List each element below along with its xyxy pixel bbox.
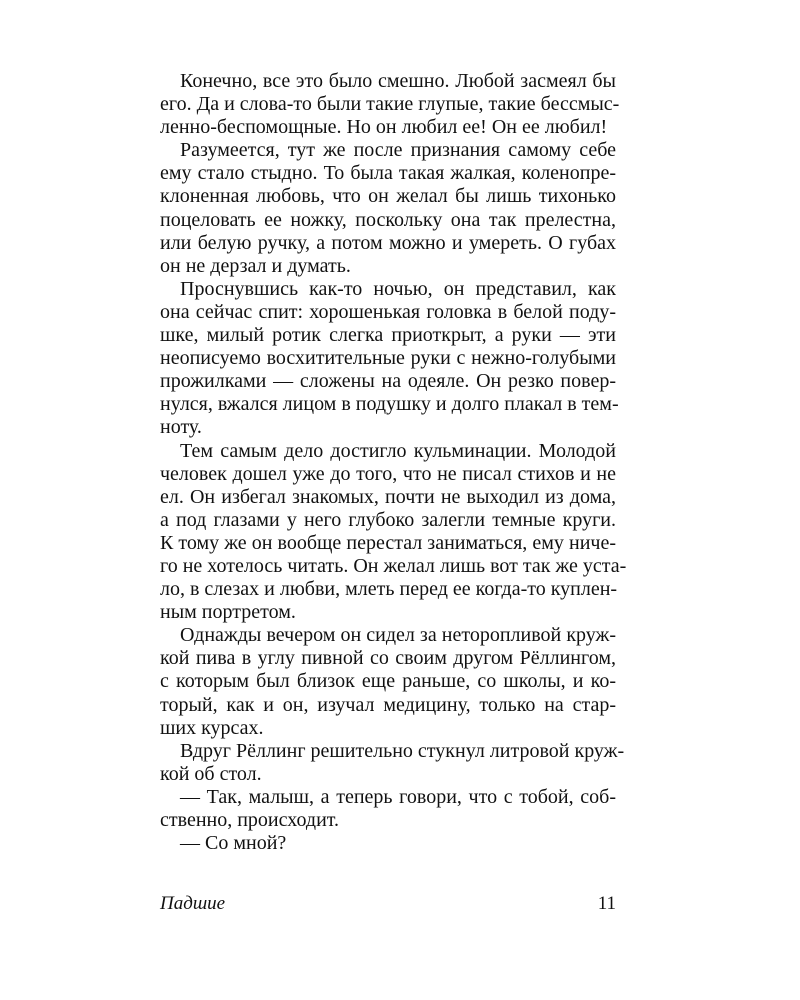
text-line: его. Да и слова-то были такие глупые, такие бессмыс- [160, 93, 620, 116]
text-line: кой пива в углу пивной со своим другом Рёллингом, [160, 647, 616, 670]
text-line: го не хотелось читать. Он желал лишь вот так же уста- [160, 554, 627, 577]
text-line: Тем самым дело достигло кульминации. Молодой [180, 439, 616, 462]
text-line: — Так, малыш, а теперь говори, что с тобой, соб- [180, 785, 616, 808]
text-line: неописуемо восхитительные руки с нежно-голубыми [160, 347, 616, 370]
text-line: ственно, происходит. [160, 809, 340, 831]
text-line: ших курсах. [160, 716, 264, 739]
text-line: или белую ручку, а потом можно и умереть. О губах [160, 231, 616, 254]
running-title: Падшие [160, 893, 226, 914]
text-line: прожилками — сложены на одеяле. Он резко повер- [160, 370, 616, 393]
text-line: нулся, вжался лицом в подушку и долго плакал в тем- [160, 393, 619, 416]
text-line: ноту. [160, 416, 202, 439]
text-line: шке, милый ротик слегка приоткрыт, а руки — эти [160, 324, 616, 347]
text-line: ло, в слезах и любви, млеть перед ее когда-то куплен- [160, 578, 618, 601]
body-text [160, 70, 627, 855]
text-line: ным портретом. [160, 601, 296, 624]
text-line: Проснувшись как-то ночью, он представил, как [180, 277, 616, 300]
text-line: кой об стол. [160, 762, 262, 785]
text-line: клоненная любовь, что он желал бы лишь тихонько [160, 185, 616, 208]
text-line: Разумеется, тут же после признания самому себе [180, 139, 616, 162]
text-line: ему стало стыдно. То была такая жалкая, коленопре- [160, 162, 616, 185]
text-line: ленно-беспомощные. Но он любил ее! Он ее любил! [160, 116, 608, 139]
text-line: Однажды вечером он сидел за неторопливой круж- [180, 624, 616, 647]
text-line: а под глазами у него глубоко залегли темные круги. [160, 508, 616, 531]
text-line: он не дерзал и думать. [160, 254, 351, 277]
text-line: она сейчас спит: хорошенькая головка в белой поду- [160, 300, 616, 323]
text-line: с которым был близок еще раньше, со школы, и ко- [160, 670, 616, 693]
text-line: Конечно, все это было смешно. Любой засмеял бы [180, 70, 616, 92]
text-line: К тому же он вообще перестал заниматься, ему ниче- [160, 531, 616, 554]
text-line: Вдруг Рёллинг решительно стукнул литровой круж- [180, 739, 625, 762]
text-line: — Со мной? [180, 832, 287, 855]
text-line: человек дошел уже до того, что не писал стихов и не [160, 462, 616, 485]
text-line: торый, как и он, изучал медицину, только на стар- [160, 693, 616, 716]
text-line: поцеловать ее ножку, поскольку она так прелестна, [160, 208, 616, 231]
text-line: ел. Он избегал знакомых, почти не выходил из дома, [160, 485, 616, 508]
page-number: 11 [597, 893, 616, 914]
